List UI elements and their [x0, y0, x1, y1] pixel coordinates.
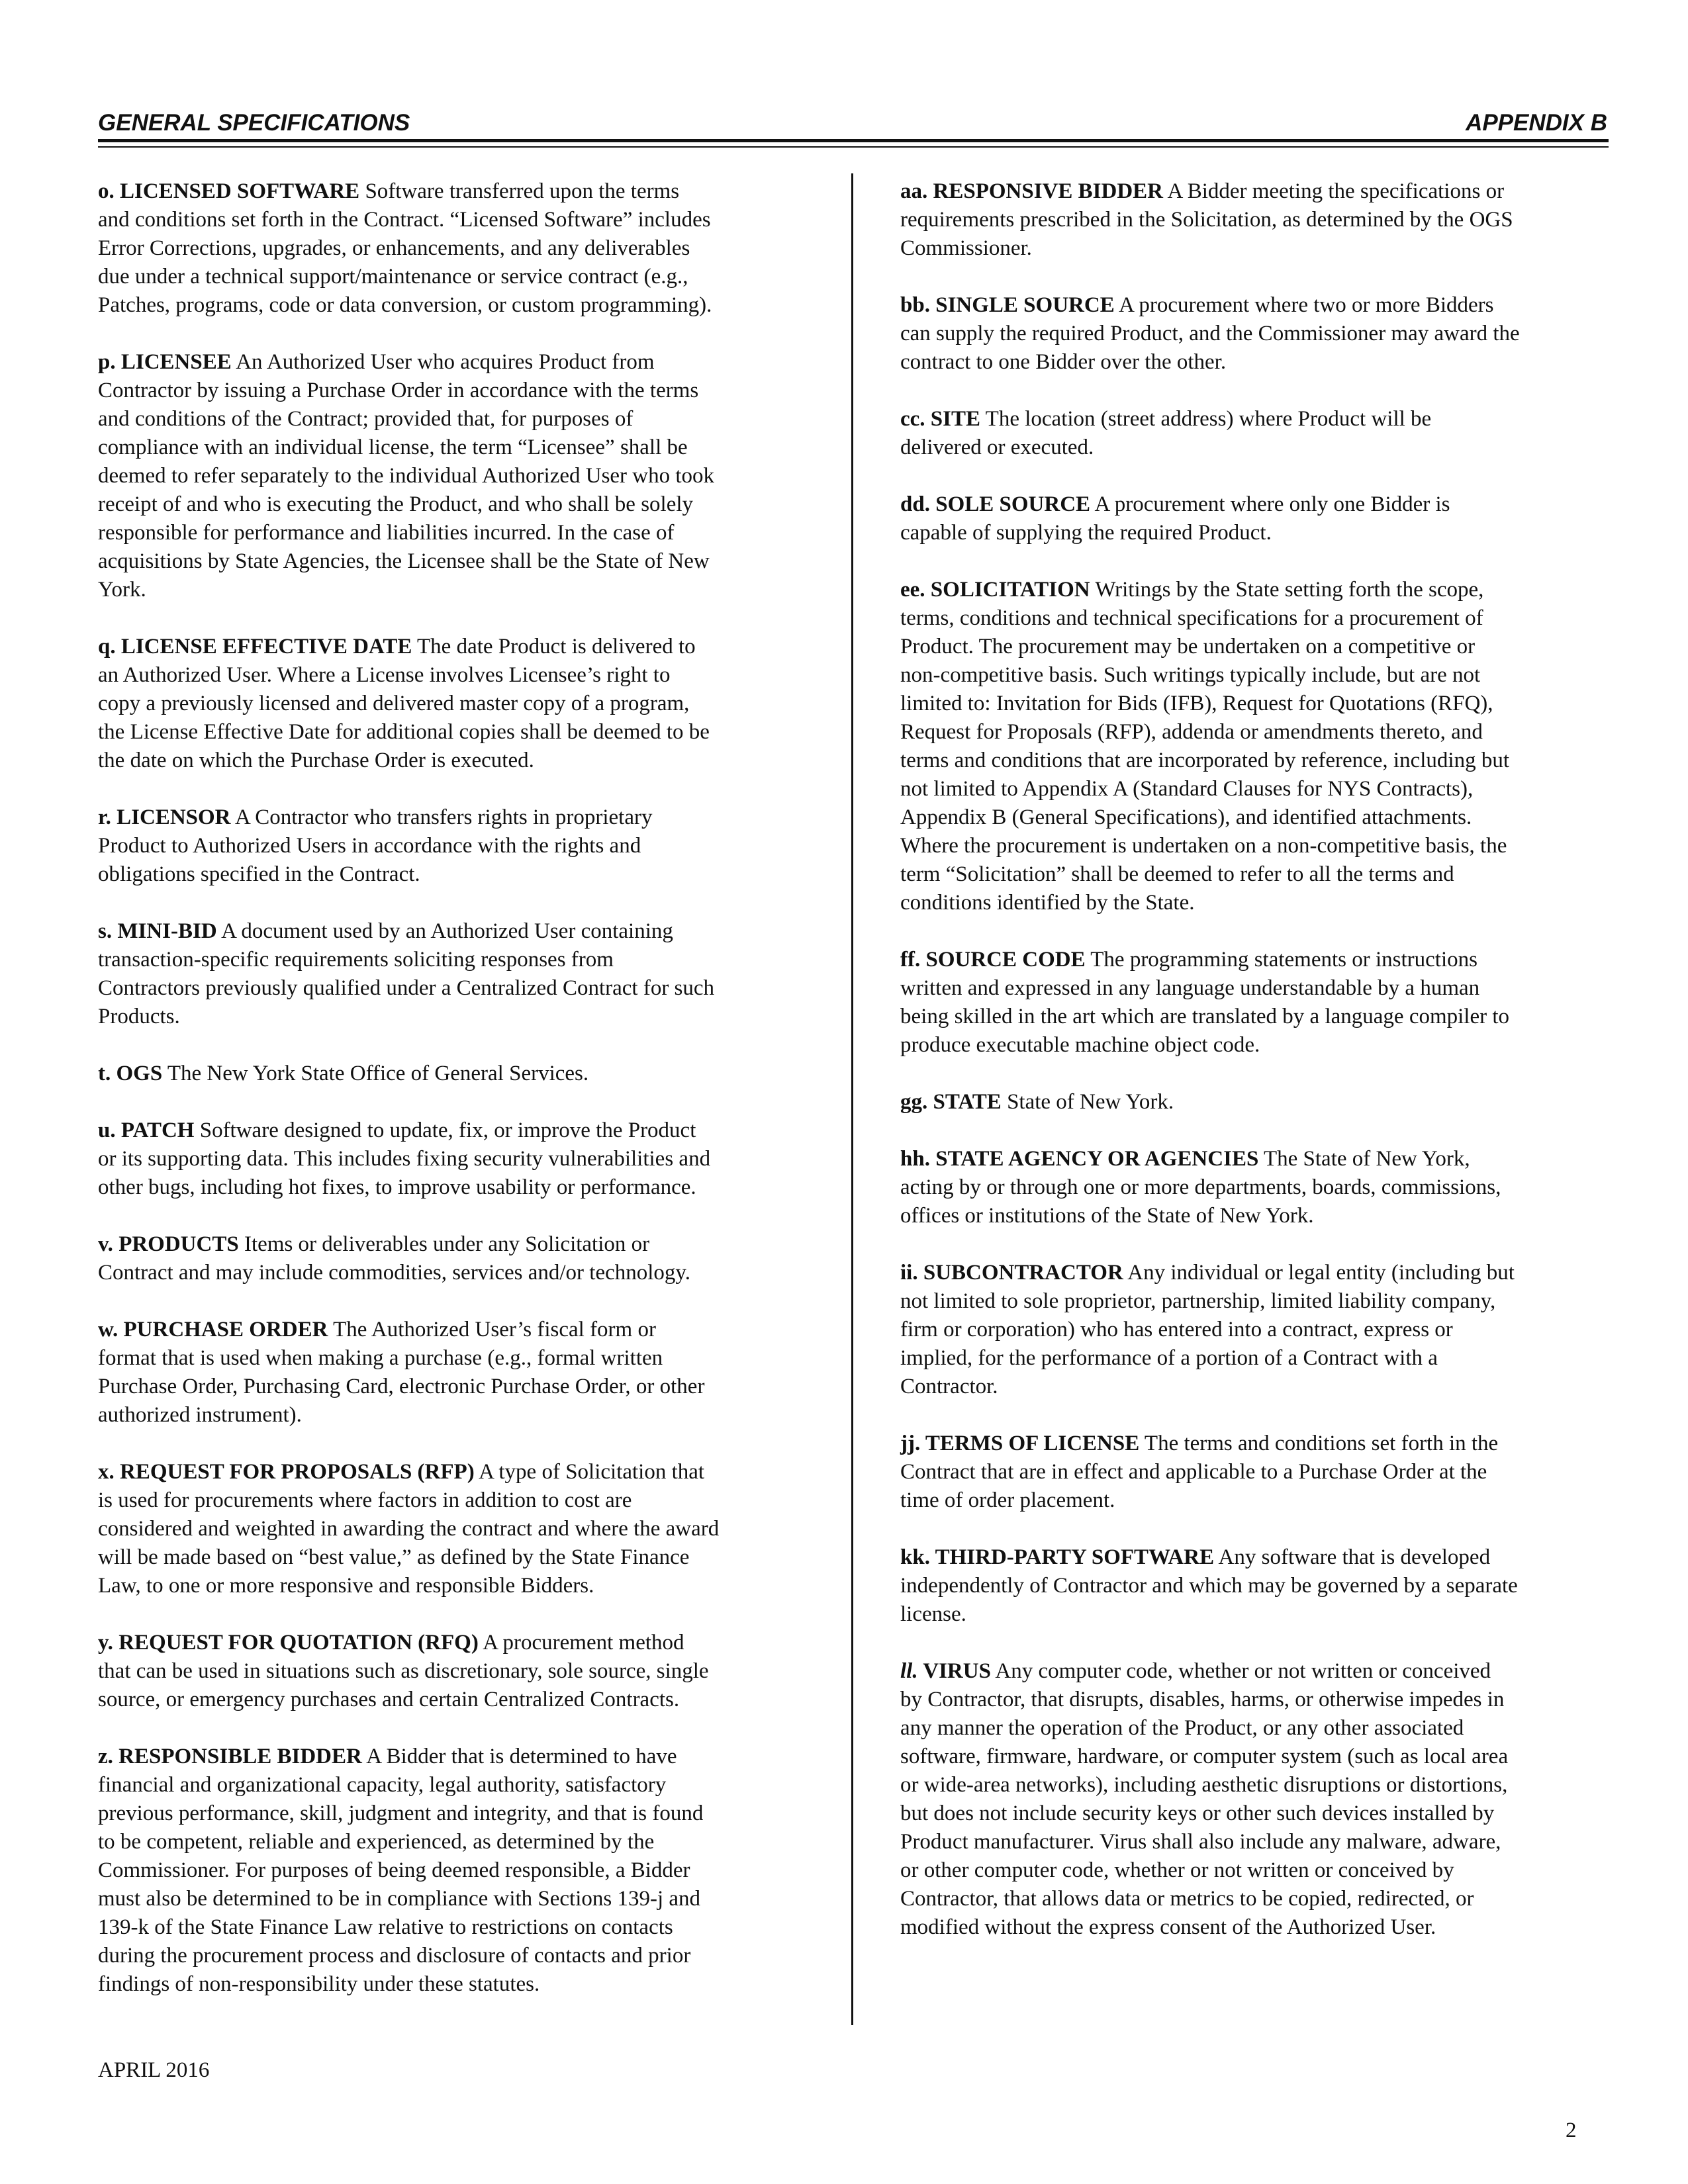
definition-label: ll. — [900, 1659, 918, 1683]
definition-label: hh. — [900, 1147, 930, 1171]
definition-term-name: THIRD-PARTY SOFTWARE — [935, 1545, 1215, 1569]
definition-r — [98, 803, 820, 889]
definition-v — [98, 1230, 820, 1287]
definition-term — [98, 1745, 362, 1768]
definition-term — [98, 1232, 239, 1256]
definition-label: w. — [98, 1318, 118, 1342]
definition-term — [900, 293, 1115, 317]
definition-body: The programming statements or instructions written and expressed in any language understandable by a human being skilled in the art which are translated by a language compiler to produce executable machine object code. — [900, 948, 1510, 1057]
header-title: GENERAL SPECIFICATIONS — [98, 110, 410, 136]
definition-body: Any software that is developed independently of Contractor and which may be governed by a separate license. — [900, 1545, 1518, 1626]
header-rule-thin — [98, 146, 1609, 148]
definition-term — [98, 1118, 194, 1142]
definition-term-name: STATE AGENCY OR AGENCIES — [935, 1147, 1259, 1171]
definition-jj — [900, 1430, 1615, 1515]
definition-label: q. — [98, 635, 116, 659]
definition-term-name: OGS — [116, 1062, 163, 1085]
definition-label: aa. — [900, 179, 928, 203]
definition-label: o. — [98, 179, 115, 203]
definition-label: p. — [98, 350, 116, 374]
definition-term-name: SINGLE SOURCE — [935, 293, 1115, 317]
definition-kk — [900, 1543, 1615, 1629]
definition-term-name: REQUEST FOR PROPOSALS (RFP) — [120, 1460, 475, 1484]
definition-term-name: MINI-BID — [117, 919, 217, 943]
definition-label: bb. — [900, 293, 930, 317]
definition-body: A Bidder that is determined to have financial and organizational capacity, legal authority, satisfactory previous performance, skill, judgment and integrity, and that is found to be competent, reliable and experienced, as determined by the Commissioner. For purposes of being deemed responsible, a Bidder must also be determined to be in compliance with Sections 139-j and 139-k of the State Finance Law relative to restrictions on contacts during the procurement process and disclosure of contacts and prior findings of non-responsibility under these statutes. — [98, 1745, 704, 1996]
definition-term — [98, 919, 217, 943]
definition-label: x. — [98, 1460, 115, 1484]
definition-body: A procurement where two or more Bidders can supply the required Product, and the Commissioner may award the contract to one Bidder over the other. — [900, 293, 1520, 374]
column-divider — [851, 173, 853, 2025]
definition-body: Items or deliverables under any Solicitation or Contract and may include commodities, services and/or technology. — [98, 1232, 691, 1285]
definition-term — [900, 492, 1090, 516]
definition-body: A Bidder meeting the specifications or requirements prescribed in the Solicitation, as determined by the OGS Commissioner. — [900, 179, 1513, 260]
page-number: 2 — [1566, 2118, 1577, 2142]
definition-term — [98, 1631, 479, 1655]
footer-date: APRIL 2016 — [98, 2058, 210, 2082]
definition-body: Writings by the State setting forth the scope, terms, conditions and technical specifications for a procurement of Product. The procurement may be undertaken on a competitive or non-competitive basis. Such writings typically include, but are not limited to: Invitation for Bids (IFB), Request for Quotations (RFQ), Request for Proposals (RFP), addenda or amendments thereto, and terms and conditions that are incorporated by reference, including but not limited to Appendix A (Standard Clauses for NYS Contracts), Appendix B (General Specifications), and identified attachments. Where the procurement is undertaken on a non-competitive basis, the term “Solicitation” shall be deemed to refer to all the terms and conditions identified by the State. — [900, 578, 1510, 915]
definition-term — [98, 1460, 475, 1484]
header-appendix-label: APPENDIX B — [1466, 110, 1607, 136]
right-column — [900, 177, 1615, 1970]
definition-term — [98, 635, 412, 659]
definition-term-name: REQUEST FOR QUOTATION (RFQ) — [118, 1631, 479, 1655]
definition-term-name: PATCH — [120, 1118, 195, 1142]
definition-label: y. — [98, 1631, 113, 1655]
definition-label: ff. — [900, 948, 921, 972]
definition-term — [98, 805, 231, 829]
definition-term — [900, 1090, 1002, 1114]
definition-q — [98, 633, 820, 775]
definition-label: r. — [98, 805, 111, 829]
definition-term-name: STATE — [933, 1090, 1002, 1114]
definition-term — [98, 179, 359, 203]
definition-dd — [900, 490, 1615, 547]
definition-body: The terms and conditions set forth in the Contract that are in effect and applicable to a Purchase Order at the time of order placement. — [900, 1432, 1499, 1512]
definition-body: A Contractor who transfers rights in proprietary Product to Authorized Users in accordance with the rights and obligations specified in the Contract. — [98, 805, 653, 886]
definition-body: A procurement where only one Bidder is capable of supplying the required Product. — [900, 492, 1450, 545]
definition-body: The date Product is delivered to an Authorized User. Where a License involves Licensee’s right to copy a previously licensed and delivered master copy of a program, the License Effective Date for additional copies shall be deemed to be the date on which the Purchase Order is executed. — [98, 635, 710, 772]
definition-aa — [900, 177, 1615, 263]
definition-label: t. — [98, 1062, 111, 1085]
definition-term — [900, 1147, 1258, 1171]
definition-x — [98, 1458, 820, 1600]
definition-gg — [900, 1088, 1615, 1116]
definition-ee — [900, 576, 1615, 917]
definition-body: The State of New York, acting by or through one or more departments, boards, commissions, offices or institutions of the State of New York. — [900, 1147, 1501, 1228]
definition-body: A procurement method that can be used in situations such as discretionary, sole source, single source, or emergency purchases and certain Centralized Contracts. — [98, 1631, 709, 1711]
definition-term — [900, 1545, 1214, 1569]
definition-label: cc. — [900, 407, 925, 431]
definition-label: jj. — [900, 1432, 921, 1455]
definition-term-name: SUBCONTRACTOR — [923, 1261, 1123, 1285]
definition-body: State of New York. — [1007, 1090, 1174, 1114]
definition-term-name: RESPONSIBLE BIDDER — [118, 1745, 362, 1768]
definition-body: A document used by an Authorized User containing transaction-specific requirements soliciting responses from Contractors previously qualified under a Centralized Contract for such Products. — [98, 919, 715, 1028]
definition-u — [98, 1116, 820, 1202]
header-rule-thick — [98, 139, 1609, 142]
definition-term — [900, 1659, 991, 1683]
definition-label: dd. — [900, 492, 930, 516]
definition-body: An Authorized User who acquires Product from Contractor by issuing a Purchase Order in accordance with the terms and conditions of the Contract; provided that, for purposes of compliance with an individual license, the term “Licensee” shall be deemed to refer separately to the individual Authorized User who took receipt of and who is executing the Product, and who shall be solely responsible for performance and liabilities incurred. In the case of acquisitions by State Agencies, the Licensee shall be the State of New York. — [98, 350, 715, 602]
definition-term-name: PRODUCTS — [118, 1232, 239, 1256]
definition-term — [900, 1261, 1123, 1285]
definition-term — [98, 1062, 162, 1085]
definition-term-name: SOLICITATION — [930, 578, 1090, 602]
definition-term — [900, 1432, 1139, 1455]
definition-p — [98, 348, 820, 604]
definition-label: z. — [98, 1745, 113, 1768]
definition-term — [900, 407, 980, 431]
definition-term-name: LICENSED SOFTWARE — [120, 179, 360, 203]
definition-t — [98, 1060, 820, 1088]
definition-body: The location (street address) where Product will be delivered or executed. — [900, 407, 1432, 459]
definition-term-name: VIRUS — [923, 1659, 991, 1683]
definition-body: Any computer code, whether or not written or conceived by Contractor, that disrupts, disables, harms, or otherwise impedes in any manner the operation of the Product, or any other associated software, firmware, hardware, or computer system (such as local area or wide-area networks), including aesthetic disruptions or distortions, but does not include security keys or other such devices installed by Product manufacturer. Virus shall also include any malware, adware, or other computer code, whether or not written or conceived by Contractor, that allows data or metrics to be copied, redirected, or modified without the express consent of the Authorized User. — [900, 1659, 1509, 1939]
definition-label: v. — [98, 1232, 113, 1256]
definition-term-name: SITE — [930, 407, 981, 431]
definition-label: s. — [98, 919, 113, 943]
definition-body: Any individual or legal entity (including but not limited to sole proprietor, partnership, limited liability company, firm or corporation) who has entered into a contract, express or implied, for the performance of a portion of a Contract with a Contractor. — [900, 1261, 1515, 1398]
definition-ll — [900, 1657, 1615, 1942]
definition-label: ii. — [900, 1261, 918, 1285]
left-column — [98, 177, 820, 2027]
definition-label: gg. — [900, 1090, 928, 1114]
definition-body: Software transferred upon the terms and conditions set forth in the Contract. “Licensed Software” includes Error Corrections, upgrades, or enhancements, and any deliverables due under a technical support/maintenance or service contract (e.g., Patches, programs, code or data conversion, or custom programming). — [98, 179, 712, 317]
definition-label: u. — [98, 1118, 116, 1142]
definition-hh — [900, 1145, 1615, 1230]
definition-term-name: RESPONSIVE BIDDER — [933, 179, 1163, 203]
definition-label: ee. — [900, 578, 925, 602]
definition-term-name: LICENSOR — [117, 805, 231, 829]
definition-term-name: TERMS OF LICENSE — [925, 1432, 1140, 1455]
definition-term-name: LICENSE EFFECTIVE DATE — [120, 635, 412, 659]
definition-term-name: PURCHASE ORDER — [123, 1318, 328, 1342]
definition-term — [900, 578, 1090, 602]
definition-y — [98, 1629, 820, 1714]
definition-o — [98, 177, 820, 320]
definition-term-name: LICENSEE — [120, 350, 232, 374]
definition-term — [900, 948, 1086, 972]
definition-term — [98, 1318, 328, 1342]
definition-ii — [900, 1259, 1615, 1401]
definition-s — [98, 917, 820, 1031]
definition-bb — [900, 291, 1615, 377]
definition-term — [900, 179, 1163, 203]
definition-label: kk. — [900, 1545, 930, 1569]
definition-term — [98, 350, 232, 374]
page-header — [98, 107, 1607, 139]
definition-ff — [900, 946, 1615, 1060]
definition-z — [98, 1743, 820, 1999]
definition-term-name: SOURCE CODE — [925, 948, 1086, 972]
definition-term-name: SOLE SOURCE — [935, 492, 1091, 516]
definition-body: The New York State Office of General Services. — [167, 1062, 589, 1085]
definition-body: Software designed to update, fix, or improve the Product or its supporting data. This includes fixing security vulnerabilities and other bugs, including hot fixes, to improve usability or performance. — [98, 1118, 711, 1199]
definition-w — [98, 1316, 820, 1430]
definition-cc — [900, 405, 1615, 462]
definition-body: A type of Solicitation that is used for procurements where factors in addition to cost are considered and weighted in awarding the contract and where the award will be made based on “best value,” as defined by the State Finance Law, to one or more responsive and responsible Bidders. — [98, 1460, 720, 1598]
definition-body: The Authorized User’s fiscal form or format that is used when making a purchase (e.g., formal written Purchase Order, Purchasing Card, electronic Purchase Order, or other authorized instrument). — [98, 1318, 705, 1427]
